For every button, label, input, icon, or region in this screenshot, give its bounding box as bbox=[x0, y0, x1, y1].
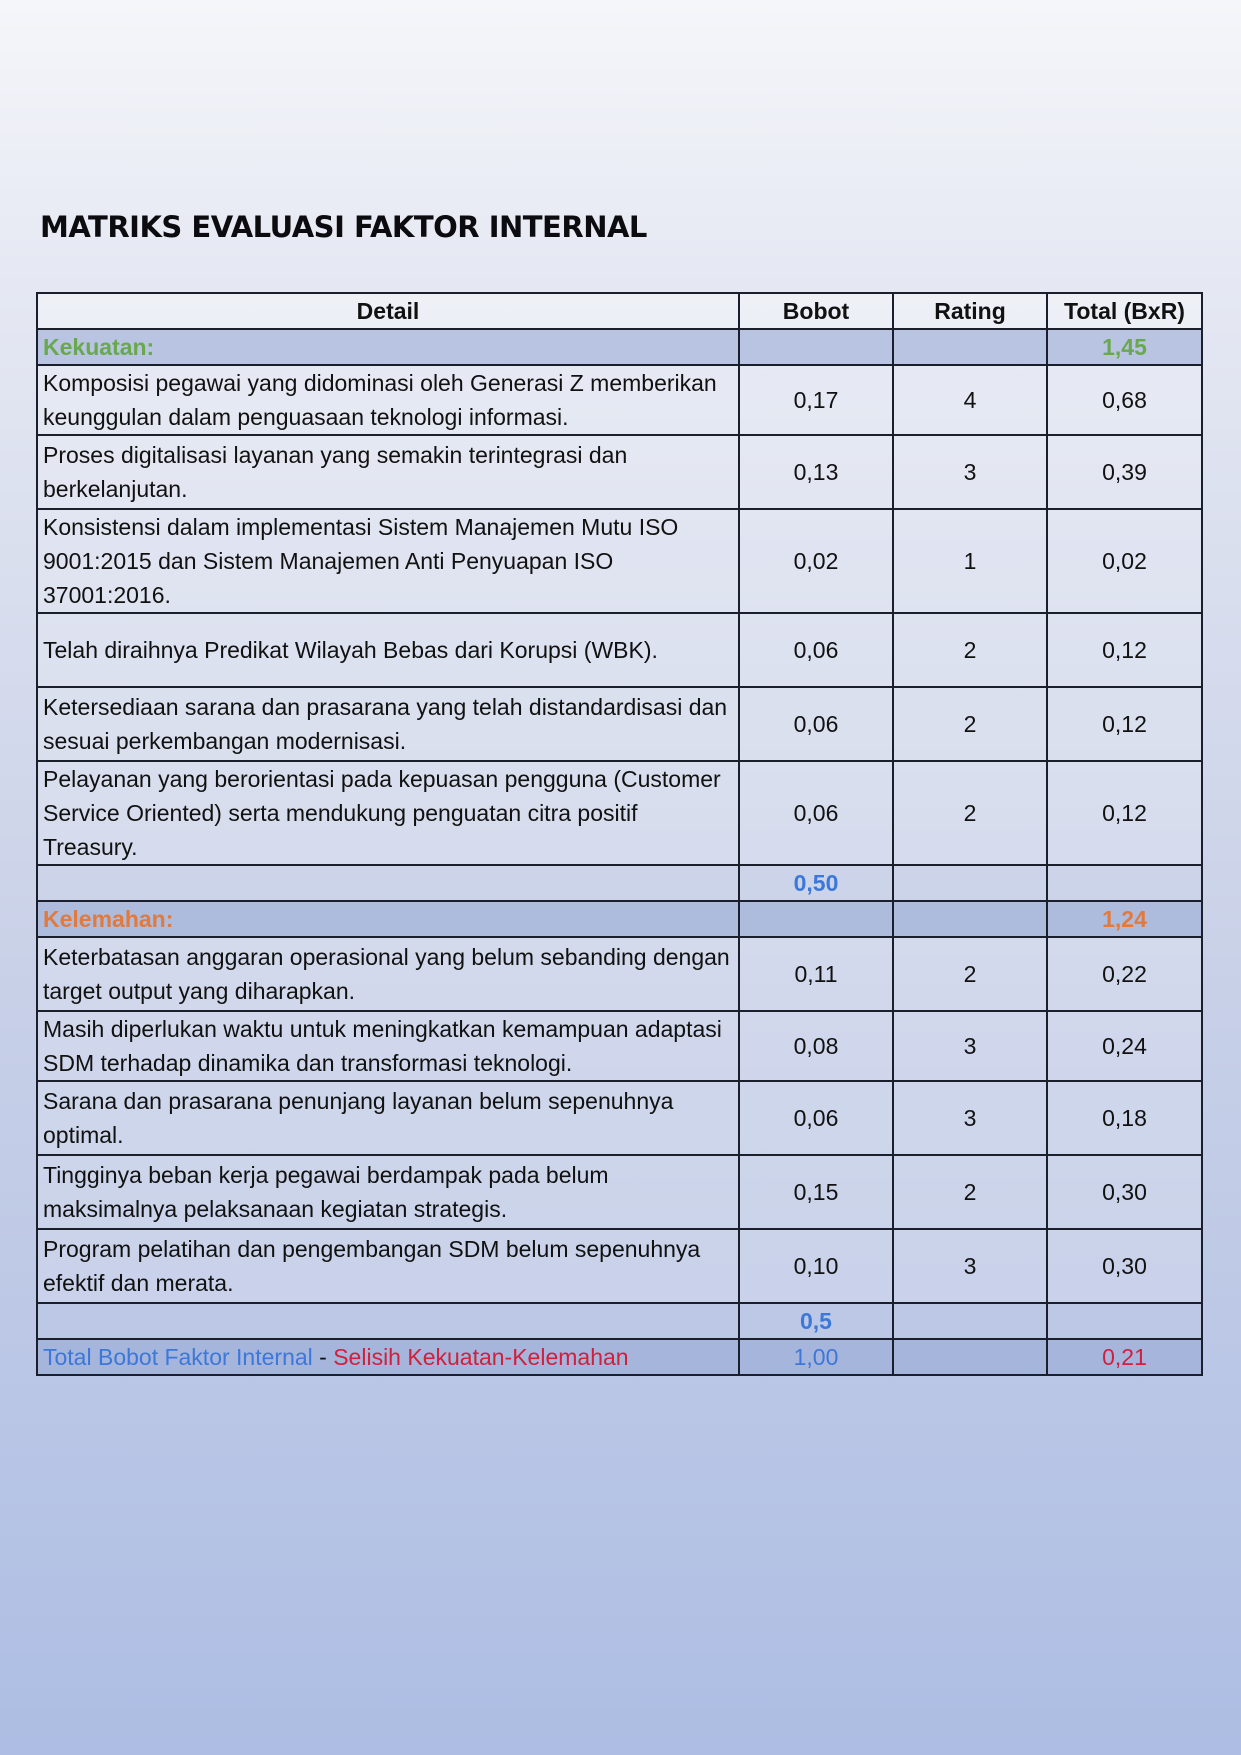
weaknesses-bobot-subtotal: 0,5 bbox=[739, 1303, 893, 1339]
total-cell: 0,12 bbox=[1047, 613, 1202, 687]
table-row bbox=[37, 509, 1202, 613]
table-row bbox=[37, 435, 1202, 509]
table-row bbox=[37, 1011, 1202, 1081]
total-cell: 0,12 bbox=[1047, 761, 1202, 865]
bobot-cell: 0,06 bbox=[739, 687, 893, 761]
bobot-cell: 0,10 bbox=[739, 1229, 893, 1303]
header-rating: Rating bbox=[893, 293, 1047, 329]
rating-cell: 2 bbox=[893, 613, 1047, 687]
rating-cell: 2 bbox=[893, 1155, 1047, 1229]
empty-cell bbox=[893, 901, 1047, 937]
total-cell: 0,24 bbox=[1047, 1011, 1202, 1081]
bobot-cell: 0,06 bbox=[739, 761, 893, 865]
strengths-bobot-subtotal: 0,50 bbox=[739, 865, 893, 901]
total-bobot-label: Total Bobot Faktor Internal bbox=[43, 1344, 313, 1370]
detail-cell: Masih diperlukan waktu untuk meningkatkan kemampuan adaptasi SDM terhadap dinamika dan transformasi teknologi. bbox=[37, 1011, 739, 1081]
total-cell: 0,68 bbox=[1047, 365, 1202, 435]
table-row bbox=[37, 1229, 1202, 1303]
rating-cell: 3 bbox=[893, 1011, 1047, 1081]
strengths-label: Kekuatan: bbox=[37, 329, 739, 365]
detail-cell: Sarana dan prasarana penunjang layanan belum sepenuhnya optimal. bbox=[37, 1081, 739, 1155]
detail-cell: Ketersediaan sarana dan prasarana yang telah distandardisasi dan sesuai perkembangan modernisasi. bbox=[37, 687, 739, 761]
empty-cell bbox=[37, 1303, 739, 1339]
detail-cell: Pelayanan yang berorientasi pada kepuasan pengguna (Customer Service Oriented) serta mendukung penguatan citra positif Treasury. bbox=[37, 761, 739, 865]
detail-cell: Komposisi pegawai yang didominasi oleh Generasi Z memberikan keunggulan dalam penguasaan teknologi informasi. bbox=[37, 365, 739, 435]
label-separator: - bbox=[319, 1344, 327, 1370]
empty-cell bbox=[1047, 1303, 1202, 1339]
table-row bbox=[37, 1081, 1202, 1155]
difference-label: Selisih Kekuatan-Kelemahan bbox=[333, 1344, 629, 1370]
table-row bbox=[37, 1155, 1202, 1229]
bobot-cell: 0,13 bbox=[739, 435, 893, 509]
table-row bbox=[37, 613, 1202, 687]
total-cell: 0,22 bbox=[1047, 937, 1202, 1011]
rating-cell: 1 bbox=[893, 509, 1047, 613]
detail-cell: Tingginya beban kerja pegawai berdampak pada belum maksimalnya pelaksanaan kegiatan strategis. bbox=[37, 1155, 739, 1229]
total-cell: 0,12 bbox=[1047, 687, 1202, 761]
bobot-cell: 0,11 bbox=[739, 937, 893, 1011]
empty-cell bbox=[893, 1303, 1047, 1339]
bobot-cell: 0,08 bbox=[739, 1011, 893, 1081]
table-row bbox=[37, 761, 1202, 865]
ife-matrix-table bbox=[36, 292, 1203, 1376]
weaknesses-label: Kelemahan: bbox=[37, 901, 739, 937]
detail-cell: Konsistensi dalam implementasi Sistem Manajemen Mutu ISO 9001:2015 dan Sistem Manajemen Anti Penyuapan ISO 37001:2016. bbox=[37, 509, 739, 613]
bobot-cell: 0,17 bbox=[739, 365, 893, 435]
grand-total-row bbox=[37, 1339, 1202, 1375]
total-bobot-value: 1,00 bbox=[739, 1339, 893, 1375]
header-bobot: Bobot bbox=[739, 293, 893, 329]
empty-cell bbox=[739, 901, 893, 937]
bobot-cell: 0,06 bbox=[739, 1081, 893, 1155]
total-cell: 0,39 bbox=[1047, 435, 1202, 509]
empty-cell bbox=[1047, 865, 1202, 901]
rating-cell: 4 bbox=[893, 365, 1047, 435]
grand-total-label bbox=[37, 1339, 739, 1375]
rating-cell: 2 bbox=[893, 761, 1047, 865]
bobot-cell: 0,15 bbox=[739, 1155, 893, 1229]
table-row bbox=[37, 365, 1202, 435]
total-cell: 0,18 bbox=[1047, 1081, 1202, 1155]
rating-cell: 3 bbox=[893, 435, 1047, 509]
page-title: MATRIKS EVALUASI FAKTOR INTERNAL bbox=[40, 210, 647, 244]
weaknesses-subtotal-row bbox=[37, 1303, 1202, 1339]
total-cell: 0,30 bbox=[1047, 1155, 1202, 1229]
rating-cell: 3 bbox=[893, 1081, 1047, 1155]
detail-cell: Program pelatihan dan pengembangan SDM belum sepenuhnya efektif dan merata. bbox=[37, 1229, 739, 1303]
total-cell: 0,30 bbox=[1047, 1229, 1202, 1303]
bobot-cell: 0,06 bbox=[739, 613, 893, 687]
header-row bbox=[37, 293, 1202, 329]
strengths-section-row bbox=[37, 329, 1202, 365]
empty-cell bbox=[893, 329, 1047, 365]
total-cell: 0,02 bbox=[1047, 509, 1202, 613]
rating-cell: 3 bbox=[893, 1229, 1047, 1303]
empty-cell bbox=[37, 865, 739, 901]
header-total: Total (BxR) bbox=[1047, 293, 1202, 329]
table-row bbox=[37, 937, 1202, 1011]
empty-cell bbox=[893, 1339, 1047, 1375]
strengths-subtotal-row bbox=[37, 865, 1202, 901]
detail-cell: Proses digitalisasi layanan yang semakin terintegrasi dan berkelanjutan. bbox=[37, 435, 739, 509]
header-detail: Detail bbox=[37, 293, 739, 329]
weaknesses-total: 1,24 bbox=[1047, 901, 1202, 937]
strengths-total: 1,45 bbox=[1047, 329, 1202, 365]
rating-cell: 2 bbox=[893, 937, 1047, 1011]
difference-value: 0,21 bbox=[1047, 1339, 1202, 1375]
detail-cell: Telah diraihnya Predikat Wilayah Bebas dari Korupsi (WBK). bbox=[37, 613, 739, 687]
empty-cell bbox=[893, 865, 1047, 901]
weaknesses-section-row bbox=[37, 901, 1202, 937]
bobot-cell: 0,02 bbox=[739, 509, 893, 613]
detail-cell: Keterbatasan anggaran operasional yang belum sebanding dengan target output yang diharapkan. bbox=[37, 937, 739, 1011]
empty-cell bbox=[739, 329, 893, 365]
rating-cell: 2 bbox=[893, 687, 1047, 761]
table-row bbox=[37, 687, 1202, 761]
